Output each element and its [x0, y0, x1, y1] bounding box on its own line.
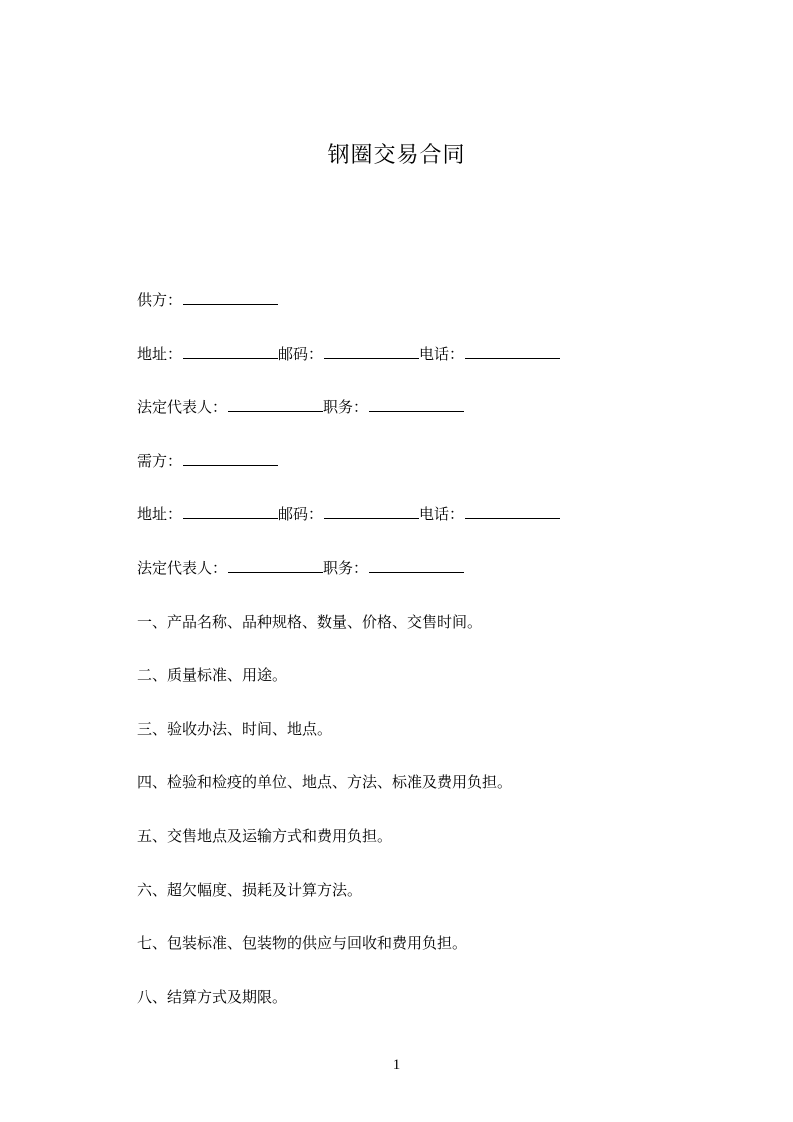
page-number: 1 [392, 1057, 401, 1073]
buyer-name-line [137, 451, 697, 505]
contract-body [137, 290, 697, 1040]
clause-2: 二、质量标准、用途。 [137, 666, 288, 685]
buyer-address-blank [183, 504, 278, 519]
clause-8: 八、结算方式及期限。 [137, 987, 288, 1006]
document-title: 钢圈交易合同 [327, 143, 466, 168]
clause-7: 七、包装标准、包装物的供应与回收和费用负担。 [137, 934, 468, 953]
clause-6: 六、超欠幅度、损耗及计算方法。 [137, 880, 363, 899]
buyer-phone-blank [465, 504, 560, 519]
buyer-position-label: 职务： [323, 558, 369, 577]
supplier-postcode-blank [324, 344, 419, 359]
clause-3: 三、验收办法、时间、地点。 [137, 719, 333, 738]
supplier-position-label: 职务： [323, 398, 369, 417]
buyer-contact-line [137, 504, 697, 558]
buyer-phone-label: 电话： [419, 505, 465, 524]
clause-4: 四、检验和检疫的单位、地点、方法、标准及费用负担。 [137, 773, 513, 792]
supplier-postcode-label: 邮码： [278, 344, 324, 363]
supplier-legal-rep-blank [228, 397, 323, 412]
clause-1: 一、产品名称、品种规格、数量、价格、交售时间。 [137, 612, 483, 631]
supplier-rep-line [137, 397, 697, 451]
supplier-legal-rep-label: 法定代表人： [137, 398, 228, 417]
buyer-name-blank [183, 451, 278, 466]
supplier-name-line [137, 290, 697, 344]
buyer-postcode-blank [324, 504, 419, 519]
supplier-phone-label: 电话： [419, 344, 465, 363]
buyer-rep-line [137, 558, 697, 612]
buyer-address-label: 地址： [137, 505, 183, 524]
supplier-address-label: 地址： [137, 344, 183, 363]
buyer-legal-rep-label: 法定代表人： [137, 558, 228, 577]
buyer-position-blank [369, 558, 464, 573]
buyer-postcode-label: 邮码： [278, 505, 324, 524]
supplier-position-blank [369, 397, 464, 412]
supplier-name-label: 供方： [137, 291, 183, 309]
supplier-name-blank [183, 290, 278, 305]
supplier-contact-line [137, 344, 697, 398]
supplier-address-blank [183, 344, 278, 359]
buyer-legal-rep-blank [228, 558, 323, 573]
supplier-phone-blank [465, 344, 560, 359]
clause-5: 五、交售地点及运输方式和费用负担。 [137, 826, 393, 845]
buyer-name-label: 需方： [137, 451, 183, 470]
